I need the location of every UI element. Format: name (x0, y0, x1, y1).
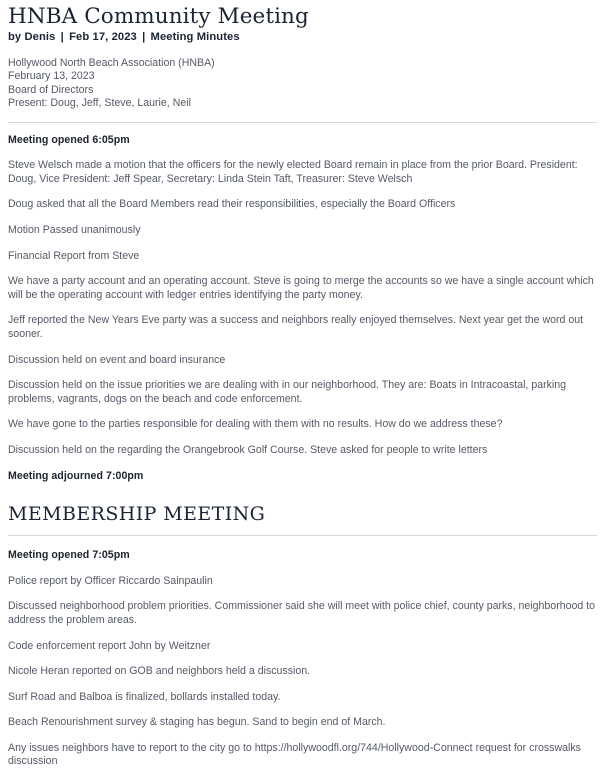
meta-separator-2: | (142, 31, 146, 43)
intro-attendees: Present: Doug, Jeff, Steve, Laurie, Neil (8, 97, 191, 110)
board-paragraph-9: We have gone to the parties responsible for dealing with them with no results. How do we address these? (8, 418, 503, 431)
post-meta-byline (8, 30, 597, 45)
board-paragraph-1: Steve Welsch made a motion that the officers for the newly elected Board remain in place from the prior Board. President: Doug, Vice President: Jeff Spear, Secretary: Linda Stein Taft, Treasurer: Steve Welsch (8, 159, 578, 185)
post-date: Feb 17, 2023 (69, 31, 137, 43)
membership-meeting-heading: MEMBERSHIP MEETING (8, 503, 266, 526)
intro-date: February 13, 2023 (8, 70, 95, 83)
board-meeting-opened: Meeting opened 6:05pm (8, 133, 130, 146)
intro-organization: Hollywood North Beach Association (HNBA) (8, 57, 215, 69)
board-paragraph-10: Discussion held on the regarding the Orangebrook Golf Course. Steve asked for people to write letters (8, 443, 488, 456)
membership-paragraph-6: Beach Renourishment survey & staging has begun. Sand to begin end of March. (8, 716, 386, 729)
page-title: HNBA Community Meeting (8, 4, 309, 29)
intro-body: Board of Directors (8, 83, 94, 96)
membership-paragraph-1: Police report by Officer Riccardo Sainpaulin (8, 574, 213, 587)
divider-membership (8, 535, 597, 536)
board-paragraph-8: Discussion held on the issue priorities we are dealing with in our neighborhood. They are: Boats in Intracoastal, parking problems, vagrants, dogs on the beach and code enforcement. (8, 379, 567, 405)
membership-paragraph-7: Any issues neighbors have to report to the city go to https://hollywoodfl.org/744/Hollywood-Connect request for crosswalks discussion (8, 741, 581, 768)
board-paragraph-6: Jeff reported the New Years Eve party was a success and neighbors really enjoyed themselves. Next year get the word out sooner. (8, 314, 584, 340)
divider-top (8, 122, 597, 123)
post-author: by Denis (8, 31, 56, 43)
board-paragraph-4: Financial Report from Steve (8, 249, 140, 262)
post-category[interactable]: Meeting Minutes (150, 31, 240, 43)
board-paragraph-2: Doug asked that all the Board Members read their responsibilities, especially the Board Officers (8, 198, 456, 211)
membership-meeting-opened: Meeting opened 7:05pm (8, 549, 130, 562)
membership-paragraph-5: Surf Road and Balboa is finalized, bollards installed today. (8, 690, 281, 703)
membership-paragraph-3: Code enforcement report John by Weitzner (8, 639, 211, 652)
board-meeting-adjourned: Meeting adjourned 7:00pm (8, 469, 144, 482)
membership-paragraph-2: Discussed neighborhood problem priorities. Commissioner said she will meet with police chief, county parks, neighborhood to address the problem areas. (8, 600, 596, 626)
membership-paragraph-4: Nicole Heran reported on GOB and neighbors held a discussion. (8, 665, 311, 678)
board-paragraph-7: Discussion held on event and board insurance (8, 353, 226, 366)
board-paragraph-5: We have a party account and an operating account. Steve is going to merge the accounts so we have a single account which will be the operating account with ledger entries identifying the party money. (8, 275, 594, 301)
meeting-intro-block (8, 57, 597, 111)
board-paragraph-3: Motion Passed unanimously (8, 224, 141, 236)
meta-separator-1: | (60, 31, 64, 43)
